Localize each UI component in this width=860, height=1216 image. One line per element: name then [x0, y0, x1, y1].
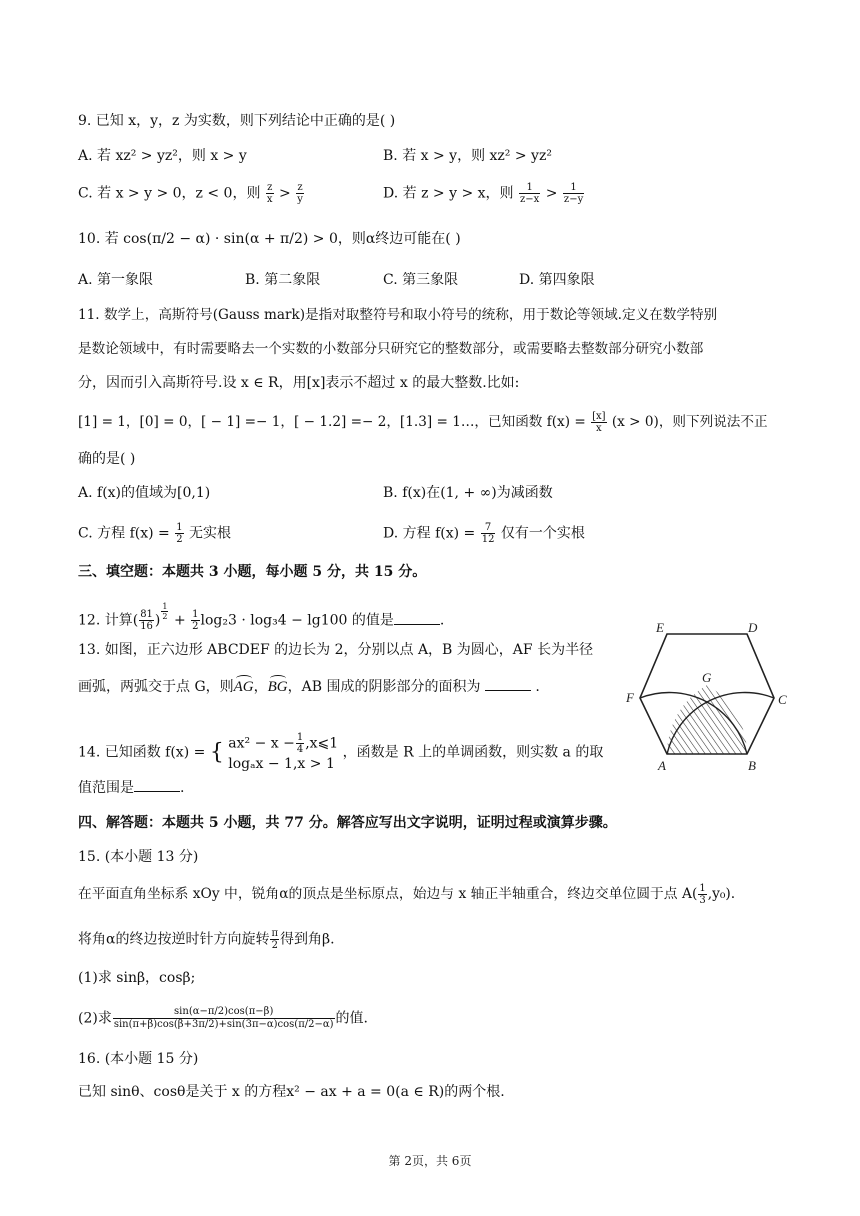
answer-blank — [134, 777, 180, 792]
q15-line2 — [78, 928, 335, 951]
q9-d-text: D. 若 z > y > x，则 — [383, 185, 514, 202]
arc-ag — [234, 677, 254, 697]
q11-c-post: 无实根 — [189, 525, 232, 542]
q13-sep: ， — [253, 679, 268, 695]
q15-line2-post: 得到角β. — [280, 931, 335, 948]
q12-end: . — [439, 612, 445, 629]
q14-cases — [228, 732, 338, 773]
q13-line2-pre: 画弧，两弧交于点 G，则 — [78, 679, 234, 695]
frac-den: 4 — [296, 744, 304, 755]
q15-line2-pre: 将角α的终边按逆时针方向旋转 — [78, 931, 270, 948]
arc-bg — [268, 677, 288, 697]
frac-num: π — [271, 928, 279, 939]
q15-line1-pre: 在平面直角坐标系 xOy 中，锐角α的顶点是坐标原点，始边与 x 轴正半轴重合，终边交单位圆于点 A( — [78, 886, 698, 902]
frac-den: 16 — [140, 621, 153, 633]
q9-c-text: C. 若 x > y > 0，z < 0，则 — [78, 185, 261, 202]
q15-line1-post: ,y₀). — [707, 886, 736, 902]
q15-head: 15. (本小题 13 分) — [78, 849, 199, 865]
q12-paren: ) — [154, 612, 161, 629]
q15-p2-pre: (2)求 — [78, 1010, 112, 1027]
q14-pre: 14. 已知函数 f(x) = — [78, 744, 206, 761]
frac-num: 1 — [563, 182, 584, 194]
frac-num: 1 — [176, 522, 183, 533]
q11-line1: 11. 数学上，高斯符号(Gauss mark)是指对取整符号和取小符号的统称，用于数论等领域.定义在数学特别 — [78, 307, 718, 323]
q14-post: ，函数是 R 上的单调函数，则实数 a 的取 — [342, 744, 604, 761]
label-g: G — [702, 670, 712, 685]
frac-den: 2 — [192, 621, 199, 633]
frac-num: 1 — [296, 732, 304, 743]
exp-den: 2 — [162, 612, 168, 621]
shaded-region — [667, 685, 747, 754]
label-a: A — [658, 758, 666, 773]
label-f: F — [626, 690, 634, 705]
q11-option-c — [78, 522, 231, 545]
gt-sign: > — [279, 185, 291, 202]
q11-c-pre: C. 方程 f(x) = — [78, 525, 170, 542]
exp-num: 1 — [162, 602, 168, 611]
q9-option-c — [78, 182, 305, 205]
q11-line3: 分，因而引入高斯符号.设 x ∈ R，用[x]表示不超过 x 的最大整数.比如: — [78, 375, 520, 391]
frac-num: 7 — [481, 522, 496, 534]
q11-d-pre: D. 方程 f(x) = — [383, 525, 476, 542]
q15-part1: (1)求 sinβ，cosβ; — [78, 970, 196, 986]
frac-den: y — [297, 194, 303, 205]
frac-den: 3 — [699, 895, 706, 906]
q10-option-b: B. 第二象限 — [245, 272, 321, 288]
case1-post: ,x⩽1 — [305, 735, 339, 752]
section-3-heading: 三、填空题：本题共 3 小题，每小题 5 分，共 15 分。 — [78, 564, 427, 580]
hexagon-figure — [622, 618, 794, 776]
q10-option-d: D. 第四象限 — [519, 272, 595, 288]
q10-stem: 10. 若 cos(π/2 − α) · sin(α + π/2) > 0，则α终边可能在( ) — [78, 231, 461, 247]
answer-blank — [394, 610, 440, 625]
q9-option-d — [383, 182, 585, 205]
arc-mark-icon — [236, 675, 252, 682]
q13-line2 — [78, 676, 540, 697]
label-d: D — [748, 620, 758, 635]
q11-line4-pre: [1] = 1，[0] = 0，[ − 1] =− 1，[ − 1.2] =− 2，[1.3] = 1…，已知函数 f(x) = — [78, 414, 586, 430]
frac-num: sin(α−π/2)cos(π−β) — [113, 1006, 335, 1019]
frac-num: 1 — [519, 182, 540, 194]
q16-head: 16. (本小题 15 分) — [78, 1051, 199, 1067]
q11-line2: 是数论领域中，有时需要略去一个实数的小数部分只研究它的整数部分，或需要略去整数部分研究小数部 — [78, 341, 704, 357]
brace-icon: { — [209, 739, 224, 765]
q11-line5: 确的是( ) — [78, 451, 136, 467]
page-footer: 第 2页，共 6页 — [388, 1154, 472, 1168]
frac-den: x — [595, 423, 602, 434]
q10-option-c: C. 第三象限 — [383, 272, 459, 288]
frac-num: z — [267, 182, 273, 193]
frac-den: sin(π+β)cos(β+3π/2)+sin(3π−α)cos(π/2−α) — [113, 1019, 334, 1030]
q11-d-post: 仅有一个实根 — [500, 525, 585, 542]
q12-line — [78, 602, 444, 632]
frac-den: z−x — [519, 194, 540, 205]
label-b: B — [748, 758, 756, 773]
q11-option-a: A. f(x)的值域为[0,1) — [78, 485, 211, 501]
q15-part2 — [78, 1006, 368, 1031]
frac-den: z−y — [563, 194, 584, 205]
q11-option-d — [383, 522, 585, 545]
frac-den: 2 — [176, 534, 183, 545]
q11-option-b: B. f(x)在(1, + ∞)为减函数 — [383, 485, 553, 501]
q13-line1: 13. 如图，正六边形 ABCDEF 的边长为 2，分别以点 A，B 为圆心，AF 长为半径 — [78, 642, 594, 658]
q12-pre: 12. 计算( — [78, 612, 139, 629]
q9-option-b: B. 若 x > y，则 xz² > yz² — [383, 148, 552, 164]
q14-line1 — [78, 732, 603, 773]
q14-case2: logₐx − 1,x > 1 — [228, 756, 335, 772]
q15-p2-post: 的值. — [335, 1010, 368, 1027]
case1-pre: ax² − x − — [228, 735, 295, 752]
q14-case1 — [228, 732, 338, 755]
q14-end: . — [180, 780, 185, 796]
q12-plus: + — [173, 612, 186, 629]
section-4-heading: 四、解答题：本题共 5 小题，共 77 分。解答应写出文字说明，证明过程或演算步骤。 — [78, 815, 617, 831]
gt-sign: > — [545, 185, 558, 202]
q16-line1: 已知 sinθ、cosθ是关于 x 的方程x² − ax + a = 0(a ∈ R)的两个根. — [78, 1084, 505, 1100]
label-c: C — [778, 692, 787, 707]
arc-bg-label: BG — [267, 679, 288, 695]
q11-line4 — [78, 411, 768, 434]
frac-den: 12 — [481, 534, 495, 545]
q13-end: . — [535, 679, 540, 695]
q13-line2-post: ，AB 围成的阴影部分的面积为 — [287, 679, 481, 695]
frac-den: x — [266, 194, 273, 205]
frac-num: 1 — [192, 609, 199, 621]
frac-den: 2 — [271, 940, 278, 951]
arc-ag-label: AG — [233, 679, 254, 695]
frac-num: 81 — [140, 609, 153, 621]
frac-num: [x] — [592, 411, 606, 422]
arc-mark-icon — [270, 675, 286, 682]
q14-line2-text: 值范围是 — [78, 780, 134, 796]
answer-blank — [485, 676, 531, 691]
frac-num: z — [297, 182, 303, 193]
q9-option-a: A. 若 xz² > yz²，则 x > y — [78, 148, 247, 164]
q14-line2 — [78, 777, 184, 798]
frac-num: 1 — [699, 883, 706, 894]
q10-option-a: A. 第一象限 — [78, 272, 154, 288]
q9-stem: 9. 已知 x，y，z 为实数，则下列结论中正确的是( ) — [78, 113, 396, 129]
q12-post: log₂3 · log₃4 − lg100 的值是 — [200, 612, 394, 629]
q15-line1 — [78, 883, 735, 906]
label-e: E — [656, 620, 664, 635]
q11-line4-post: (x > 0)，则下列说法不正 — [611, 414, 768, 430]
